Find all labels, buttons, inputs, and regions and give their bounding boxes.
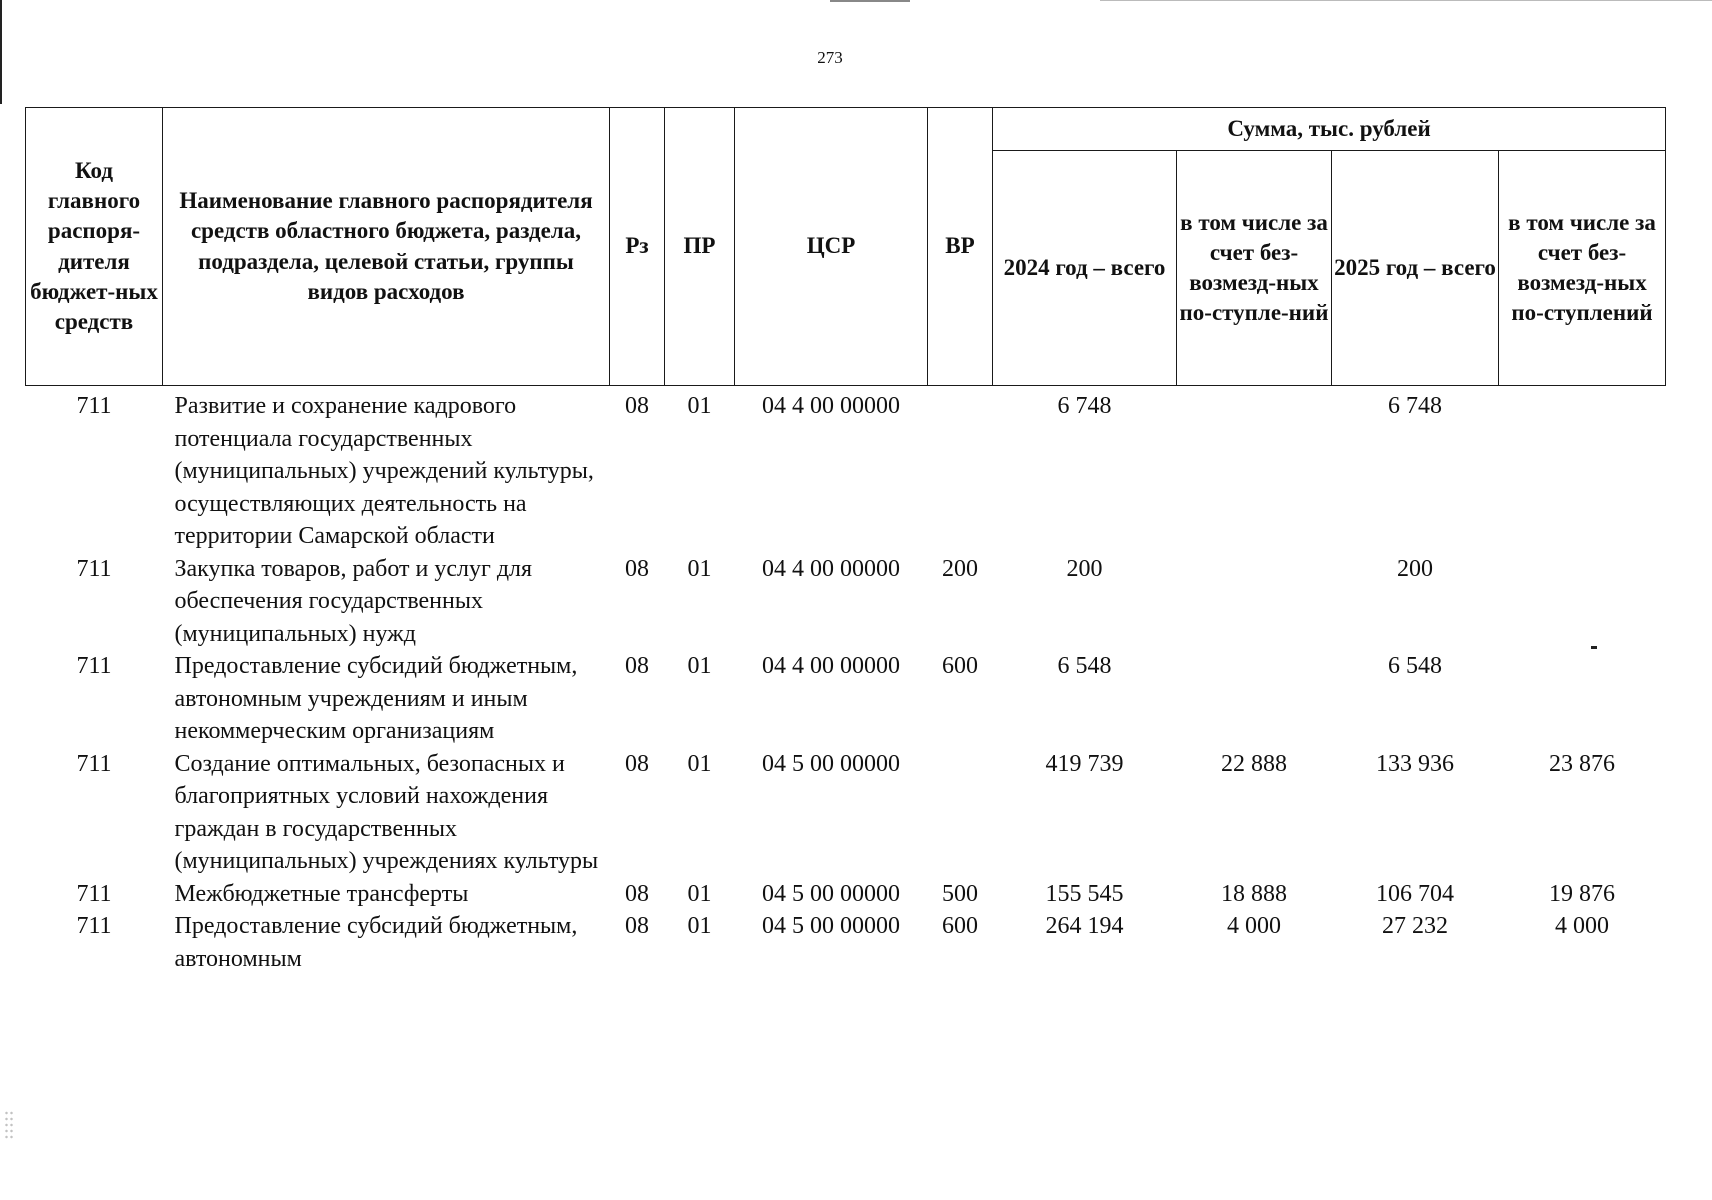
cell-y2024-free: 22 888	[1221, 750, 1287, 777]
cell-name: Развитие и сохранение кадрового потенциала государственных (муниципальных) учреждений культуры, осуществляющих деятельность на территории Самарской области	[174, 393, 594, 549]
cell-y2025-free: 23 876	[1549, 750, 1616, 777]
table-row	[26, 553, 1666, 651]
cell-y2024-free: 18 888	[1221, 880, 1287, 907]
cell-name: Закупка товаров, работ и услуг для обеспечения государственных (муниципальных) нужд	[174, 555, 533, 647]
cell-y2025-total: 6 748	[1388, 393, 1442, 419]
table-row	[26, 748, 1666, 878]
cell-y2024-free	[1177, 553, 1332, 651]
cell-csr: 04 4 00 00000	[762, 393, 900, 419]
header-sum-group: Сумма, тыс. рублей	[993, 108, 1666, 151]
cell-csr: 04 5 00 00000	[762, 880, 900, 907]
cell-y2024-total: 200	[1066, 555, 1103, 582]
scan-artifact-top	[830, 0, 910, 2]
header-csr: ЦСР	[735, 108, 928, 386]
cell-rz: 08	[625, 555, 649, 582]
cell-pr: 01	[687, 393, 712, 419]
cell-name: Предоставление субсидий бюджетным, автономным	[174, 913, 578, 972]
cell-y2025-total: 27 232	[1382, 913, 1448, 939]
cell-vr: 600	[942, 653, 978, 679]
header-2025-free: в том числе за счет без-возмезд-ных по-ступлений	[1499, 151, 1666, 386]
scan-artifact-top-right	[1100, 0, 1712, 1]
cell-y2024-total: 264 194	[1045, 913, 1124, 939]
table-row	[26, 386, 1666, 553]
header-pr: ПР	[665, 108, 735, 386]
table-row	[26, 878, 1666, 911]
cell-rz: 08	[625, 393, 649, 419]
cell-csr: 04 4 00 00000	[762, 653, 900, 679]
cell-y2024-total: 6 748	[1057, 393, 1112, 419]
cell-csr: 04 5 00 00000	[762, 750, 900, 777]
cell-y2025-free: 19 876	[1549, 880, 1616, 907]
header-name: Наименование главного распорядителя средств областного бюджета, раздела, подраздела, целевой статьи, группы видов расходов	[163, 108, 610, 386]
cell-vr: 600	[942, 913, 978, 939]
cell-pr: 01	[687, 555, 712, 582]
cell-code: 711	[76, 913, 112, 939]
cell-vr: 500	[942, 880, 978, 907]
cell-y2025-free	[1499, 553, 1666, 651]
cell-name: Создание оптимальных, безопасных и благоприятных условий нахождения граждан в государственных (муниципальных) учреждениях культуры	[174, 750, 599, 874]
cell-csr: 04 5 00 00000	[762, 913, 900, 939]
cell-vr	[928, 748, 993, 878]
cell-y2025-free	[1499, 386, 1666, 553]
header-rz: Рз	[610, 108, 665, 386]
table-body	[26, 386, 1666, 976]
cell-y2025-free: 4 000	[1555, 913, 1610, 939]
cell-rz: 08	[625, 880, 649, 907]
cell-y2025-total: 6 548	[1388, 653, 1442, 679]
cell-pr: 01	[687, 653, 712, 679]
cell-vr	[928, 386, 993, 553]
scan-artifact-specks	[4, 1110, 14, 1140]
cell-csr: 04 4 00 00000	[762, 555, 900, 582]
cell-rz: 08	[625, 913, 649, 939]
table-row	[26, 650, 1666, 748]
cell-code: 711	[76, 653, 112, 679]
header-vr: ВР	[928, 108, 993, 386]
table-header-row-1	[26, 108, 1666, 151]
cell-code: 711	[76, 555, 112, 582]
table-row	[26, 910, 1666, 975]
cell-y2024-free: 4 000	[1227, 913, 1281, 939]
cell-y2025-total: 106 704	[1376, 880, 1454, 907]
page-number: 273	[817, 48, 843, 67]
cell-code: 711	[76, 880, 112, 907]
cell-code: 711	[76, 750, 112, 777]
cell-pr: 01	[687, 880, 712, 907]
cell-name: Предоставление субсидий бюджетным, автономным учреждениям и иным некоммерческим организациям	[174, 653, 578, 744]
cell-name: Межбюджетные трансферты	[174, 880, 469, 907]
budget-table	[25, 107, 1666, 975]
cell-rz: 08	[625, 750, 649, 777]
cell-rz: 08	[625, 653, 649, 679]
header-2024-total: 2024 год – всего	[993, 151, 1177, 386]
cell-pr: 01	[687, 913, 712, 939]
cell-y2025-free	[1499, 650, 1666, 748]
cell-y2024-free	[1177, 650, 1332, 748]
cell-y2024-total: 155 545	[1045, 880, 1124, 907]
cell-y2024-total: 6 548	[1057, 653, 1112, 679]
cell-vr: 200	[942, 555, 978, 582]
cell-code: 711	[76, 393, 112, 419]
cell-y2024-total: 419 739	[1045, 750, 1124, 777]
cell-y2025-total: 133 936	[1376, 750, 1454, 777]
header-code: Код главного распоря-дителя бюджет-ных средств	[26, 108, 163, 386]
header-2025-total: 2025 год – всего	[1332, 151, 1499, 386]
cell-pr: 01	[687, 750, 712, 777]
cell-y2025-total: 200	[1397, 555, 1433, 582]
cell-y2024-free	[1177, 386, 1332, 553]
header-2024-free: в том числе за счет без-возмезд-ных по-ступле-ний	[1177, 151, 1332, 386]
